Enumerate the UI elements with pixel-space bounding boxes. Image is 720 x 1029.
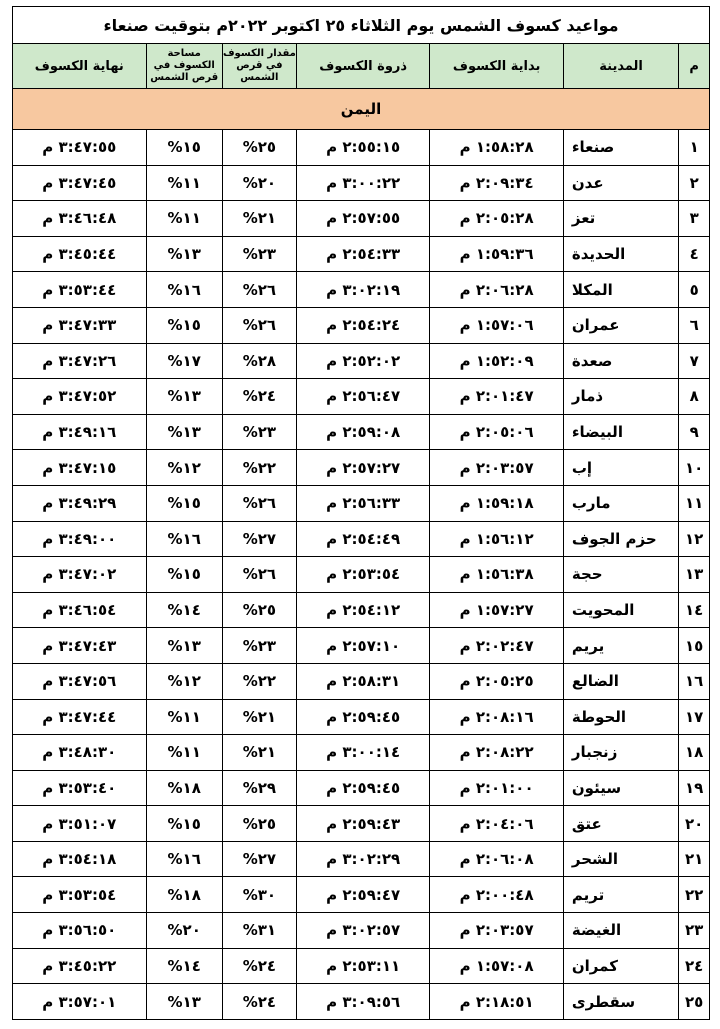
city-name: يريم xyxy=(563,628,678,664)
eclipse-start: ٢:٠٣:٥٧ م xyxy=(430,450,563,486)
eclipse-peak: ٢:٥٦:٤٧ م xyxy=(296,379,429,415)
table-row xyxy=(13,877,710,913)
eclipse-end: ٣:٤٨:٣٠ م xyxy=(13,735,147,771)
city-name: صنعاء xyxy=(563,130,678,166)
eclipse-end: ٣:٤٧:٤٤ م xyxy=(13,699,147,735)
eclipse-end: ٣:٤٧:٥٢ م xyxy=(13,379,147,415)
eclipse-magnitude: ٢١% xyxy=(222,201,296,237)
eclipse-start: ١:٥٧:٢٧ م xyxy=(430,592,563,628)
city-name: الشحر xyxy=(563,841,678,877)
eclipse-obscuration: ١٦% xyxy=(146,521,222,557)
row-number: ١٩ xyxy=(679,770,710,806)
eclipse-end: ٣:٤٧:٠٢ م xyxy=(13,557,147,593)
eclipse-magnitude: ٢٩% xyxy=(222,770,296,806)
table-row xyxy=(13,307,710,343)
eclipse-obscuration: ١٥% xyxy=(146,307,222,343)
row-number: ٢٥ xyxy=(679,984,710,1020)
eclipse-obscuration: ١٣% xyxy=(146,379,222,415)
city-name: سيئون xyxy=(563,770,678,806)
eclipse-obscuration: ١١% xyxy=(146,165,222,201)
eclipse-peak: ٢:٥٩:٤٥ م xyxy=(296,770,429,806)
eclipse-start: ٢:٠٥:٢٥ م xyxy=(430,663,563,699)
row-number: ٢٣ xyxy=(679,913,710,949)
eclipse-start: ١:٥٩:٣٦ م xyxy=(430,236,563,272)
eclipse-magnitude: ٢٥% xyxy=(222,130,296,166)
row-number: ١٥ xyxy=(679,628,710,664)
city-name: الحوطة xyxy=(563,699,678,735)
row-number: ٦ xyxy=(679,307,710,343)
row-number: ٧ xyxy=(679,343,710,379)
header-city: المدينة xyxy=(563,44,678,89)
city-name: المحويت xyxy=(563,592,678,628)
eclipse-timetable xyxy=(12,6,710,1024)
eclipse-peak: ٣:٠٢:١٩ م xyxy=(296,272,429,308)
eclipse-start: ١:٥٧:٠٨ م xyxy=(430,948,563,984)
row-number: ١٧ xyxy=(679,699,710,735)
city-name: الحديدة xyxy=(563,236,678,272)
city-name: عتق xyxy=(563,806,678,842)
eclipse-end: ٣:٤٧:٥٥ م xyxy=(13,130,147,166)
eclipse-obscuration: ١٨% xyxy=(146,770,222,806)
eclipse-start: ٢:٠١:٤٧ م xyxy=(430,379,563,415)
city-name: البيضاء xyxy=(563,414,678,450)
eclipse-magnitude: ٢٥% xyxy=(222,592,296,628)
eclipse-start: ٢:٠٤:٠٦ م xyxy=(430,806,563,842)
city-name: تريم xyxy=(563,877,678,913)
eclipse-magnitude: ٢٤% xyxy=(222,379,296,415)
eclipse-magnitude: ٢٠% xyxy=(222,165,296,201)
country-label: اليمن xyxy=(13,89,710,130)
eclipse-start: ١:٥٢:٠٩ م xyxy=(430,343,563,379)
header-peak: ذروة الكسوف xyxy=(296,44,429,89)
table-row xyxy=(13,450,710,486)
city-name: مارب xyxy=(563,485,678,521)
eclipse-peak: ٢:٥٤:٣٣ م xyxy=(296,236,429,272)
eclipse-peak: ٢:٥٣:١١ م xyxy=(296,948,429,984)
table-row xyxy=(13,557,710,593)
eclipse-end: ٣:٥٧:٠١ م xyxy=(13,984,147,1020)
eclipse-end: ٣:٤٥:٤٤ م xyxy=(13,236,147,272)
eclipse-peak: ٣:٠٢:٢٩ م xyxy=(296,841,429,877)
city-name: زنجبار xyxy=(563,735,678,771)
table-row xyxy=(13,984,710,1020)
row-number: ١٤ xyxy=(679,592,710,628)
header-row xyxy=(13,44,710,89)
eclipse-obscuration: ١٢% xyxy=(146,663,222,699)
row-number: ٢٤ xyxy=(679,948,710,984)
eclipse-magnitude: ٢٢% xyxy=(222,450,296,486)
eclipse-magnitude: ٢٦% xyxy=(222,557,296,593)
eclipse-obscuration: ١٤% xyxy=(146,948,222,984)
eclipse-magnitude: ٢٦% xyxy=(222,272,296,308)
row-number: ١٦ xyxy=(679,663,710,699)
table-row xyxy=(13,414,710,450)
eclipse-end: ٣:٤٥:٢٢ م xyxy=(13,948,147,984)
header-obscuration: مساحة الكسوف في قرص الشمس xyxy=(146,44,222,89)
row-number: ٤ xyxy=(679,236,710,272)
eclipse-obscuration: ١١% xyxy=(146,735,222,771)
row-number: ٢١ xyxy=(679,841,710,877)
eclipse-end: ٣:٤٩:١٦ م xyxy=(13,414,147,450)
eclipse-end: ٣:٤٧:٤٣ م xyxy=(13,628,147,664)
table-row xyxy=(13,236,710,272)
eclipse-start: ٢:٠٩:٣٤ م xyxy=(430,165,563,201)
eclipse-obscuration: ١١% xyxy=(146,201,222,237)
table-row xyxy=(13,628,710,664)
city-name: كمران xyxy=(563,948,678,984)
eclipse-peak: ٢:٥٧:٥٥ م xyxy=(296,201,429,237)
city-name: المكلا xyxy=(563,272,678,308)
table-row xyxy=(13,806,710,842)
table-row xyxy=(13,379,710,415)
table-row xyxy=(13,130,710,166)
eclipse-start: ٢:٠٠:٤٨ م xyxy=(430,877,563,913)
eclipse-peak: ٢:٥٩:٤٧ م xyxy=(296,877,429,913)
eclipse-end: ٣:٥١:٠٧ م xyxy=(13,806,147,842)
eclipse-magnitude: ٢٦% xyxy=(222,485,296,521)
eclipse-start: ٢:٠٥:٠٦ م xyxy=(430,414,563,450)
row-number: ١٣ xyxy=(679,557,710,593)
eclipse-obscuration: ١٢% xyxy=(146,450,222,486)
table-row xyxy=(13,201,710,237)
eclipse-end: ٣:٤٧:٢٦ م xyxy=(13,343,147,379)
eclipse-obscuration: ١٦% xyxy=(146,841,222,877)
eclipse-peak: ٣:٠٠:١٤ م xyxy=(296,735,429,771)
eclipse-peak: ٢:٥٢:٠٢ م xyxy=(296,343,429,379)
eclipse-start: ٢:٠٣:٥٧ م xyxy=(430,913,563,949)
eclipse-magnitude: ٢٧% xyxy=(222,841,296,877)
eclipse-peak: ٢:٥٣:٥٤ م xyxy=(296,557,429,593)
row-number: ٩ xyxy=(679,414,710,450)
eclipse-end: ٣:٥٣:٥٤ م xyxy=(13,877,147,913)
row-number: ٨ xyxy=(679,379,710,415)
header-magnitude: مقدار الكسوف في قرص الشمس xyxy=(222,44,296,89)
eclipse-peak: ٢:٥٩:٤٥ م xyxy=(296,699,429,735)
eclipse-start: ٢:١٨:٥١ م xyxy=(430,984,563,1020)
eclipse-magnitude: ٢٤% xyxy=(222,948,296,984)
eclipse-end: ٣:٤٧:١٥ م xyxy=(13,450,147,486)
table-row xyxy=(13,663,710,699)
table-row xyxy=(13,343,710,379)
eclipse-peak: ٢:٥٥:١٥ م xyxy=(296,130,429,166)
eclipse-peak: ٢:٥٤:١٢ م xyxy=(296,592,429,628)
eclipse-obscuration: ٢٠% xyxy=(146,913,222,949)
eclipse-table xyxy=(12,6,710,1020)
eclipse-end: ٣:٤٩:٢٩ م xyxy=(13,485,147,521)
eclipse-start: ١:٥٦:١٢ م xyxy=(430,521,563,557)
eclipse-start: ٢:٠٦:٠٨ م xyxy=(430,841,563,877)
city-name: الغيضة xyxy=(563,913,678,949)
header-start: بداية الكسوف xyxy=(430,44,563,89)
city-name: إب xyxy=(563,450,678,486)
eclipse-start: ١:٥٨:٢٨ م xyxy=(430,130,563,166)
eclipse-magnitude: ٢٣% xyxy=(222,236,296,272)
table-row xyxy=(13,521,710,557)
eclipse-peak: ٢:٥٦:٣٣ م xyxy=(296,485,429,521)
eclipse-magnitude: ٢٦% xyxy=(222,307,296,343)
eclipse-start: ١:٥٧:٠٦ م xyxy=(430,307,563,343)
row-number: ٣ xyxy=(679,201,710,237)
eclipse-end: ٣:٤٧:٤٥ م xyxy=(13,165,147,201)
eclipse-obscuration: ١٦% xyxy=(146,272,222,308)
eclipse-magnitude: ٢٥% xyxy=(222,806,296,842)
eclipse-start: ١:٥٩:١٨ م xyxy=(430,485,563,521)
eclipse-start: ١:٥٦:٣٨ م xyxy=(430,557,563,593)
table-title: مواعيد كسوف الشمس يوم الثلاثاء ٢٥ اكتوبر ٢٠٢٢م بتوقيت صنعاء xyxy=(13,7,710,44)
eclipse-magnitude: ٢١% xyxy=(222,699,296,735)
header-num: م xyxy=(679,44,710,89)
eclipse-start: ٢:٠٨:١٦ م xyxy=(430,699,563,735)
table-row xyxy=(13,735,710,771)
eclipse-end: ٣:٤٧:٥٦ م xyxy=(13,663,147,699)
table-row xyxy=(13,770,710,806)
city-name: الضالع xyxy=(563,663,678,699)
table-row xyxy=(13,485,710,521)
eclipse-end: ٣:٤٩:٠٠ م xyxy=(13,521,147,557)
eclipse-magnitude: ٣٠% xyxy=(222,877,296,913)
eclipse-peak: ٢:٥٨:٣١ م xyxy=(296,663,429,699)
table-row xyxy=(13,272,710,308)
table-row xyxy=(13,948,710,984)
eclipse-peak: ٢:٥٧:١٠ م xyxy=(296,628,429,664)
city-name: صعدة xyxy=(563,343,678,379)
eclipse-end: ٣:٥٤:١٨ م xyxy=(13,841,147,877)
table-row xyxy=(13,165,710,201)
city-name: حزم الجوف xyxy=(563,521,678,557)
eclipse-end: ٣:٤٧:٣٣ م xyxy=(13,307,147,343)
eclipse-obscuration: ١٣% xyxy=(146,236,222,272)
eclipse-start: ٢:٠٥:٢٨ م xyxy=(430,201,563,237)
eclipse-obscuration: ١٣% xyxy=(146,984,222,1020)
eclipse-start: ٢:٠٦:٢٨ م xyxy=(430,272,563,308)
header-end: نهاية الكسوف xyxy=(13,44,147,89)
eclipse-peak: ٣:٠٠:٢٢ م xyxy=(296,165,429,201)
eclipse-start: ٢:٠٨:٢٢ م xyxy=(430,735,563,771)
eclipse-peak: ٢:٥٩:٠٨ م xyxy=(296,414,429,450)
city-name: سقطرى xyxy=(563,984,678,1020)
eclipse-magnitude: ٢٢% xyxy=(222,663,296,699)
eclipse-magnitude: ٢٨% xyxy=(222,343,296,379)
table-row xyxy=(13,841,710,877)
eclipse-obscuration: ١٥% xyxy=(146,806,222,842)
eclipse-end: ٣:٤٦:٥٤ م xyxy=(13,592,147,628)
eclipse-magnitude: ٢٣% xyxy=(222,628,296,664)
eclipse-peak: ٣:٠٩:٥٦ م xyxy=(296,984,429,1020)
row-number: ١٠ xyxy=(679,450,710,486)
eclipse-obscuration: ١١% xyxy=(146,699,222,735)
eclipse-magnitude: ٢٤% xyxy=(222,984,296,1020)
table-row xyxy=(13,699,710,735)
eclipse-end: ٣:٥٣:٤٤ م xyxy=(13,272,147,308)
table-row xyxy=(13,592,710,628)
eclipse-peak: ٢:٥٧:٢٧ م xyxy=(296,450,429,486)
eclipse-obscuration: ١٨% xyxy=(146,877,222,913)
eclipse-end: ٣:٥٣:٤٠ م xyxy=(13,770,147,806)
eclipse-end: ٣:٤٦:٤٨ م xyxy=(13,201,147,237)
eclipse-obscuration: ١٥% xyxy=(146,130,222,166)
eclipse-magnitude: ٢٧% xyxy=(222,521,296,557)
eclipse-obscuration: ١٣% xyxy=(146,414,222,450)
row-number: ١٢ xyxy=(679,521,710,557)
row-number: ٢٢ xyxy=(679,877,710,913)
eclipse-obscuration: ١٤% xyxy=(146,592,222,628)
row-number: ٥ xyxy=(679,272,710,308)
eclipse-obscuration: ١٥% xyxy=(146,485,222,521)
eclipse-peak: ٢:٥٩:٤٣ م xyxy=(296,806,429,842)
city-name: عدن xyxy=(563,165,678,201)
eclipse-magnitude: ٢٣% xyxy=(222,414,296,450)
row-number: ٢٠ xyxy=(679,806,710,842)
row-number: ١ xyxy=(679,130,710,166)
city-name: تعز xyxy=(563,201,678,237)
row-number: ٢ xyxy=(679,165,710,201)
eclipse-start: ٢:٠٢:٤٧ م xyxy=(430,628,563,664)
eclipse-peak: ٢:٥٤:٤٩ م xyxy=(296,521,429,557)
city-name: عمران xyxy=(563,307,678,343)
eclipse-end: ٣:٥٦:٥٠ م xyxy=(13,913,147,949)
row-number: ١١ xyxy=(679,485,710,521)
table-row xyxy=(13,913,710,949)
row-number: ١٨ xyxy=(679,735,710,771)
eclipse-obscuration: ١٥% xyxy=(146,557,222,593)
city-name: حجة xyxy=(563,557,678,593)
eclipse-start: ٢:٠١:٠٠ م xyxy=(430,770,563,806)
eclipse-magnitude: ٢١% xyxy=(222,735,296,771)
eclipse-obscuration: ١٧% xyxy=(146,343,222,379)
eclipse-peak: ٢:٥٤:٢٤ م xyxy=(296,307,429,343)
eclipse-obscuration: ١٣% xyxy=(146,628,222,664)
eclipse-peak: ٣:٠٢:٥٧ م xyxy=(296,913,429,949)
eclipse-magnitude: ٣١% xyxy=(222,913,296,949)
city-name: ذمار xyxy=(563,379,678,415)
